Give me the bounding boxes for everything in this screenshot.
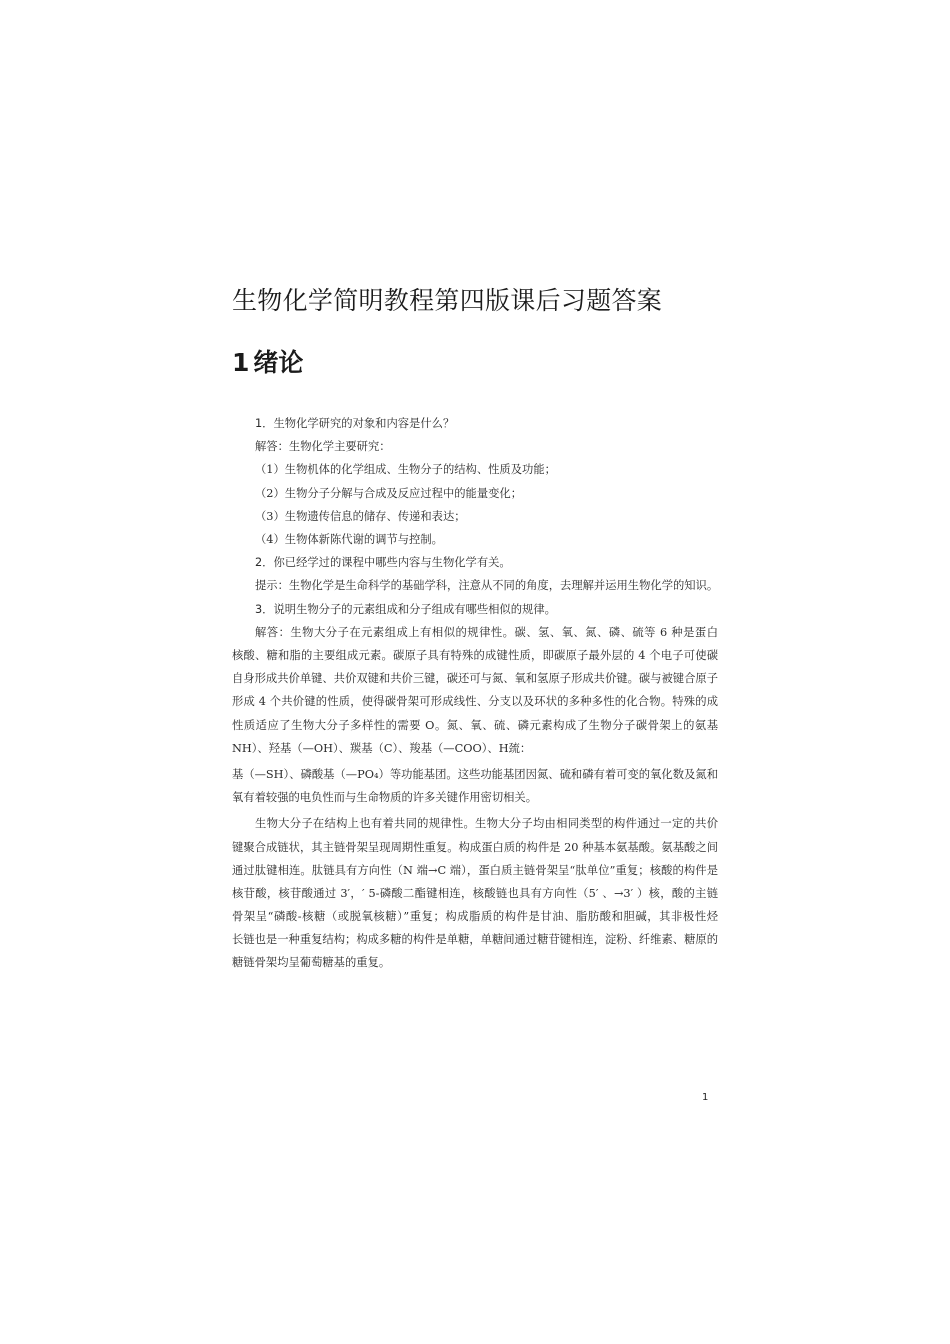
answer-3-line: 氧有着较强的电负性而与生命物质的许多关键作用密切相关。 — [232, 791, 538, 805]
answer-3-paragraph-2-line: 长链也是一种重复结构；构成多糖的构件是单糖，单糖间通过糖苷键相连，淀粉、纤维素、糖原的 — [232, 933, 718, 947]
answer-3-line: 性质适应了生物大分子多样性的需要 O。氮、氧、硫、磷元素构成了生物分子碳骨架上的氨基 — [232, 718, 718, 732]
body-text — [232, 412, 718, 975]
answer-3-line: 核酸、糖和脂的主要组成元素。碳原子具有特殊的成键性质，即碳原子最外层的 4 个电子可使碳 — [232, 649, 718, 663]
question-3: 3．说明生物分子的元素组成和分子组成有哪些相似的规律。 — [255, 602, 556, 616]
answer-3-paragraph-2-line: 键聚合成链状，其主链骨架呈现周期性重复。构成蛋白质的构件是 20 种基本氨基酸。氨基酸之间 — [232, 840, 718, 854]
answer-2-hint: 提示：生物化学是生命科学的基础学科，注意从不同的角度，去理解并运用生物化学的知识。 — [255, 579, 718, 593]
answer-3-line: NH）、羟基（—OH）、羰基（C）、羧基（—COO）、H巯： — [232, 741, 532, 755]
answer-3-line: 基（—SH）、磷酸基（—PO₄）等功能基团。这些功能基团因氮、硫和磷有着可变的氧化数及氮和 — [232, 767, 718, 781]
document-title: 生物化学简明教程第四版课后习题答案 — [232, 286, 663, 315]
answer-3-paragraph-2-line: 通过肽键相连。肽链具有方向性（N 端→C 端），蛋白质主链骨架呈“肽单位”重复；核酸的构件是 — [232, 863, 718, 877]
question-2: 2．你已经学过的课程中哪些内容与生物化学有关。 — [255, 556, 511, 570]
answer-3-paragraph-2-line: 糖链骨架均呈葡萄糖基的重复。 — [232, 956, 391, 970]
page-number: 1 — [702, 1092, 709, 1103]
answer-1-item-3: （3）生物遗传信息的储存、传递和表达； — [255, 509, 466, 523]
question-1: 1．生物化学研究的对象和内容是什么？ — [255, 417, 455, 430]
answer-1-item-4: （4）生物体新陈代谢的调节与控制。 — [255, 533, 443, 547]
chapter-number: 1 — [232, 348, 250, 377]
answer-1-item-2: （2）生物分子分解与合成及反应过程中的能量变化； — [255, 486, 523, 500]
chapter-heading — [232, 343, 303, 379]
answer-3-paragraph-2-line: 生物大分子在结构上也有着共同的规律性。生物大分子均由相同类型的构件通过一定的共价 — [255, 817, 718, 831]
answer-3-line: 自身形成共价单键、共价双键和共价三键，碳还可与氮、氧和氢原子形成共价键。碳与被键合原子 — [232, 672, 718, 686]
answer-3-paragraph-2-line: 骨架呈“磷酸-核糖（或脱氧核糖）”重复；构成脂质的构件是甘油、脂肪酸和胆碱，其非极性烃 — [232, 910, 718, 924]
answer-1-item-1: （1）生物机体的化学组成、生物分子的结构、性质及功能； — [255, 463, 556, 477]
chapter-name: 绪论 — [253, 348, 304, 377]
answer-3-line: 解答：生物大分子在元素组成上有相似的规律性。碳、氢、氧、氮、磷、硫等 6 种是蛋白 — [255, 625, 718, 639]
answer-3-paragraph-2-line: 核苷酸，核苷酸通过 3′，′ 5-磷酸二酯键相连，核酸链也具有方向性（5′ 、→3′ ）核，酸的主链 — [232, 886, 718, 900]
answer-3-line: 形成 4 个共价键的性质，使得碳骨架可形成线性、分支以及环状的多种多性的化合物。特殊的成 — [232, 695, 718, 709]
answer-1-intro: 解答：生物化学主要研究： — [255, 440, 391, 454]
